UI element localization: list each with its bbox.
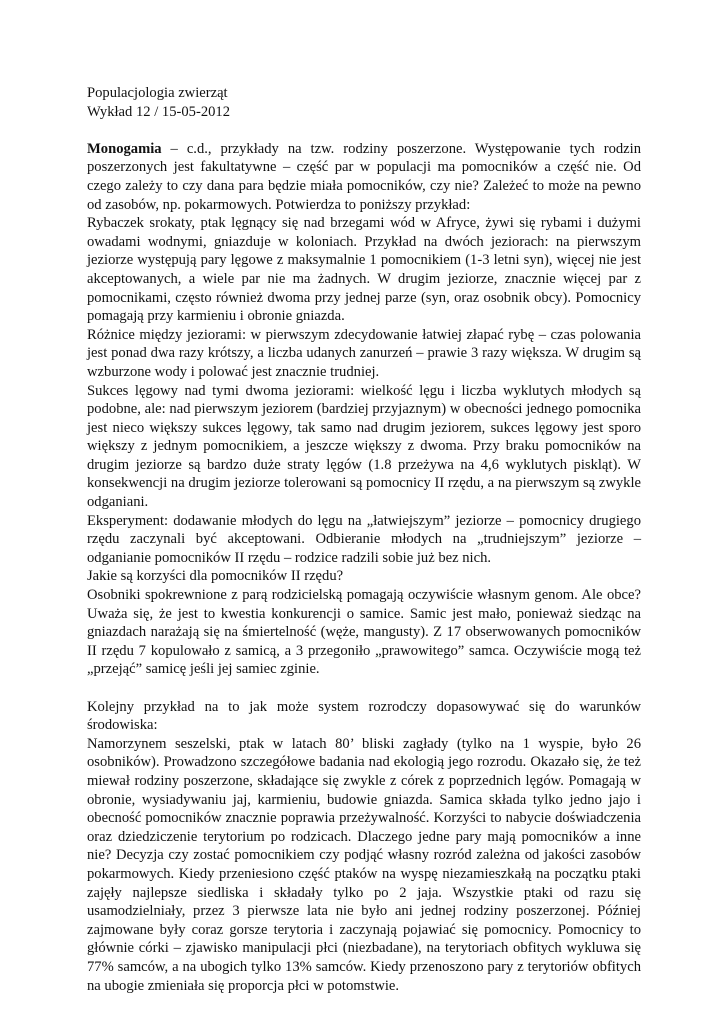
paragraph-question: Jakie są korzyści dla pomocników II rzędu?: [87, 568, 344, 585]
paragraph-namorzynek: Namorzynem seszelski, ptak w latach 80’ bliski zagłady (tylko na 1 wyspie, było 26 osobników). Prowadzono szczegółowe badania nad ekologią jego rozrodu. Okazało się, że też miewał rodziny poszerzone, składające się zwykle z córek z poprzednich lęgów. Pomagają w obronie, wysiadywaniu jaj, karmieniu, budowie gniazda. Samica składa tylko jedno jajo i obecność pomocników znacznie poprawia przeżywalność. Korzyści to nabycie doświadczenia oraz dziedziczenie terytorium po rodzicach. Dlaczego jedne pary mają pomocników a inne nie? Decyzja czy zostać pomocnikiem czy podjąć własny rozród zależna od jakości zasobów pokarmowych. Kiedy przeniesiono część ptaków na wyspę niezamieszkałą na początku ptaki zajęły najlepsze siedliska i składały tylko po 2 jaja. Wszystkie ptaki od razu się usamodzielniały, przez 3 pierwsze lata nie było ani jednej rodziny poszerzonej. Później zajmowane były coraz gorsze terytoria i zaczynają pojawiać się pomocnicy. Pomocnicy to głównie córki – zjawisko manipulacji płci (niezbadane), na terytoriach obfitych wykluwa się 77% samców, a na ubogich tylko 13% samców. Kiedy przenoszono pary z terytoriów obfitych na ubogie zmieniała się proporcja płci w potomstwie.: [87, 735, 641, 994]
paragraph-kolejny-przyklad: Kolejny przykład na to jak może system rozrodczy dopasowywać się do warunków środowiska:: [87, 698, 641, 734]
paragraph-monogamia-intro: [87, 140, 641, 214]
paragraph-eksperyment: Eksperyment: dodawanie młodych do lęgu na „łatwiejszym” jeziorze – pomocnicy drugiego rzędu zaczynali być akceptowani. Odbieranie młodych na „trudniejszym” jeziorze – odganianie pomocników II rzędu – rodzice radzili sobie już bez nich.: [87, 512, 641, 566]
intro-text: – c.d., przykłady na tzw. rodziny poszerzone. Występowanie tych rodzin poszerzonych jest fakultatywne – część par w populacji ma pomocników a część nie. Od czego zależy to czy dana para będzie miała pomocników, czy nie? Zależeć to może na pewno od zasobów, np. pokarmowych. Potwierdza to poniższy przykład:: [87, 140, 641, 213]
lecture-info: Wykład 12 / 15-05-2012: [87, 103, 231, 120]
spacer: [87, 121, 641, 140]
spacer: [87, 679, 641, 698]
course-title: Populacjologia zwierząt: [87, 85, 228, 101]
paragraph-roznice: Różnice między jeziorami: w pierwszym zdecydowanie łatwiej złapać rybę – czas polowania jest ponad dwa razy krótszy, a liczba udanych zanurzeń – prawie 3 razy większa. W drugim są wzburzone wody i polować jest znacznie trudniej.: [87, 326, 641, 380]
paragraph-rybaczek: Rybaczek srokaty, ptak lęgnący się nad brzegami wód w Afryce, żywi się rybami i dużymi owadami wodnymi, gniazduje w koloniach. Przykład na dwóch jeziorach: na pierwszym jeziorze występują pary lęgowe z maksymalnie 1 pomocnikiem (1-3 letni syn), więcej nie jest akceptowanych, a wiele par nie ma żadnych. W drugim jeziorze, znacznie więcej par z pomocnikami, często również dwoma przy jednej parze (syn, oraz osobnik obcy). Pomocnicy pomagają przy karmieniu i obronie gniazda.: [87, 215, 641, 325]
paragraph-sukces-legowy: Sukces lęgowy nad tymi dwoma jeziorami: wielkość lęgu i liczba wyklutych młodych są podobne, ale: nad pierwszym jeziorem (bardziej przyjaznym) w obecności jednego pomocnika jest nieco większy sukces lęgowy, tak samo nad drugim jeziorem, sukces lęgowy jest sporo większy z jednym pomocnikiem, a jeszcze większy z dwoma. Przy braku pomocników na drugim jeziorze są bardzo duże straty lęgów (1.8 przeżywa na 4,6 wyklutych piskląt). W konsekwencji na drugim jeziorze tolerowani są pomocnicy II rzędu, a na pierwszym są zwykle odganiani.: [87, 382, 641, 511]
paragraph-korzysci: Osobniki spokrewnione z parą rodzicielską pomagają oczywiście własnym genom. Ale obce? Uważa się, że jest to kwestia konkurencji o samice. Samic jest mało, ponieważ siedząc na gniazdach narażają się na śmiertelność (węże, mangusty). Z 17 obserwowanych pomocników II rzędu 7 kopulowało z samicą, a 3 przegoniło „prawowitego” samca. Oczywiście mogą też „przejąć” samicę jeśli jej samiec zginie.: [87, 587, 641, 678]
document-page: [87, 84, 641, 995]
term-monogamia: Monogamia: [87, 140, 162, 157]
